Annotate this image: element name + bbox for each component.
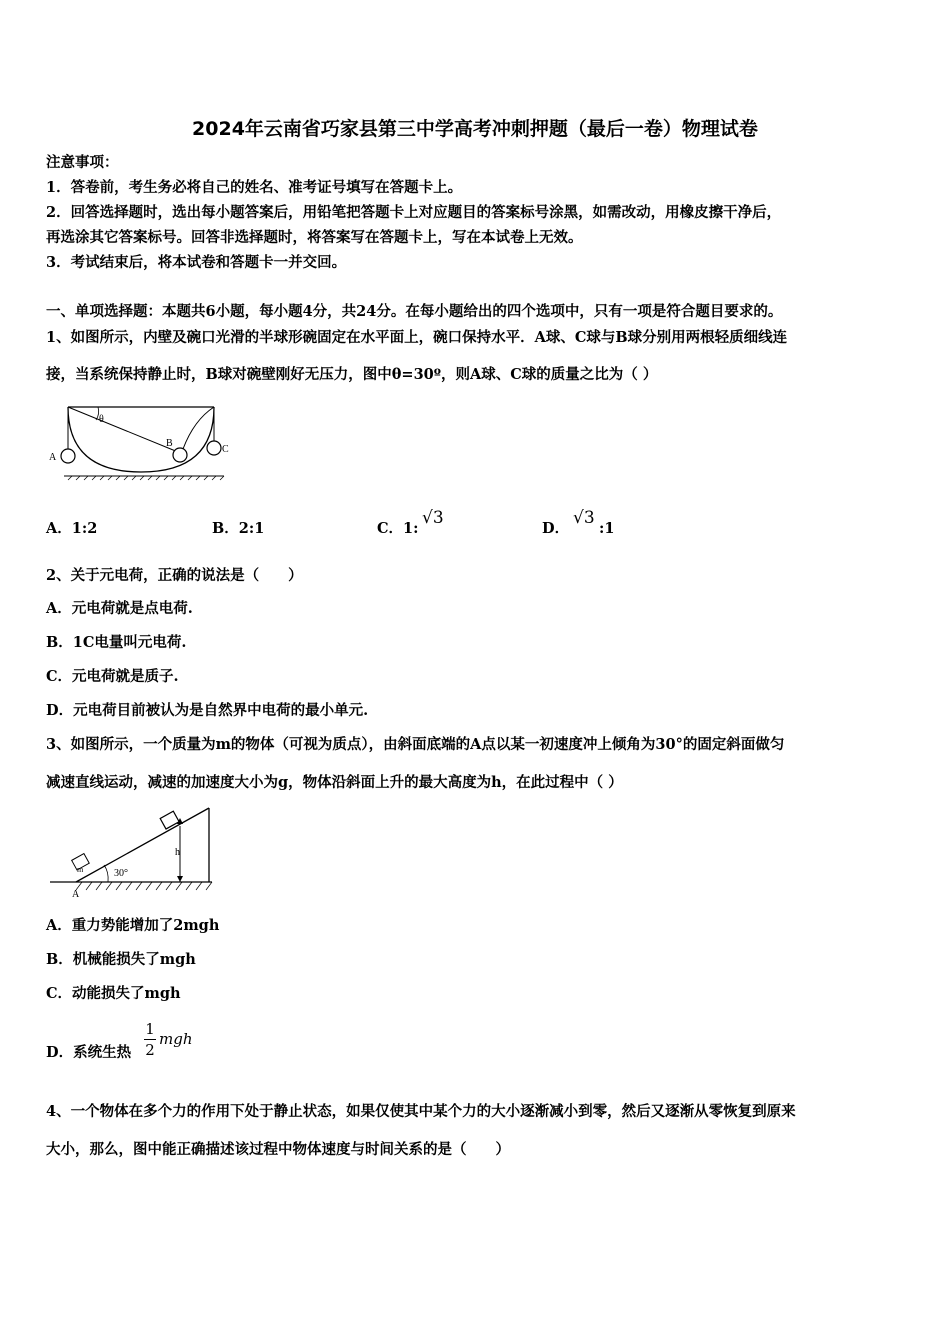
option-d-radical: √3: [573, 508, 595, 528]
label-m: m: [77, 865, 84, 874]
fraction-bar: [144, 1039, 156, 1040]
page-title: 2024年云南省巧家县第三中学高考冲刺押题（最后一卷）物理试卷: [192, 118, 758, 140]
label-angle: 30°: [114, 868, 128, 879]
option-d[interactable]: D．系统生热: [46, 1044, 132, 1061]
notice-heading: 注意事项：: [46, 154, 119, 171]
option-b[interactable]: B．机械能损失了mgh: [46, 951, 196, 968]
option-c[interactable]: C．动能损失了mgh: [46, 985, 181, 1002]
option-c[interactable]: C．元电荷就是质子.: [46, 668, 179, 685]
option-d-expression: mgh: [159, 1030, 193, 1048]
option-d-suffix: :1: [599, 520, 615, 537]
question-stem: 3、如图所示，一个质量为m的物体（可视为质点），由斜面底端的A点以某一初速度冲上倾角为30°的固定斜面做匀: [46, 736, 785, 753]
option-c-radical: √3: [422, 508, 444, 528]
option-c[interactable]: C．1:: [377, 520, 419, 537]
option-d[interactable]: D．元电荷目前被认为是自然界中电荷的最小单元.: [46, 702, 369, 719]
option-a[interactable]: A．重力势能增加了2mgh: [46, 917, 220, 934]
option-b[interactable]: B．2:1: [212, 520, 265, 537]
incline-figure: [46, 802, 216, 902]
ball-a: [61, 449, 75, 463]
notice-item: 1．答卷前，考生务必将自己的姓名、准考证号填写在答题卡上。: [46, 179, 463, 196]
question-stem: 大小，那么，图中能正确描述该过程中物体速度与时间关系的是（ ）: [46, 1141, 510, 1158]
option-a[interactable]: A．1:2: [46, 520, 98, 537]
label-h: h: [175, 847, 180, 858]
ball-c: [207, 441, 221, 455]
bowl-figure: [46, 400, 246, 485]
notice-item: 2．回答选择题时，选出每小题答案后，用铅笔把答题卡上对应题目的答案标号涂黑，如需改动，用橡皮擦干净后，: [46, 204, 782, 221]
label-a: A: [72, 889, 80, 900]
option-d[interactable]: D．: [542, 520, 570, 537]
ball-b: [173, 448, 187, 462]
label-b: B: [166, 438, 173, 449]
option-a[interactable]: A．元电荷就是点电荷.: [46, 600, 193, 617]
question-stem: 1、如图所示，内壁及碗口光滑的半球形碗固定在水平面上，碗口保持水平．A球、C球与B球分别用两根轻质细线连: [46, 329, 788, 346]
question-stem: 减速直线运动，减速的加速度大小为g，物体沿斜面上升的最大高度为h，在此过程中（ ）: [46, 774, 623, 791]
label-theta: θ: [99, 414, 104, 425]
question-stem: 4、一个物体在多个力的作用下处于静止状态，如果仅使其中某个力的大小逐渐减小到零，然后又逐渐从零恢复到原来: [46, 1103, 796, 1120]
section-heading: 一、单项选择题：本题共6小题，每小题4分，共24分。在每小题给出的四个选项中，只有一项是符合题目要求的。: [46, 303, 783, 320]
notice-item: 3．考试结束后，将本试卷和答题卡一并交回。: [46, 254, 347, 271]
question-stem: 2、关于元电荷，正确的说法是（ ）: [46, 567, 303, 584]
option-b[interactable]: B．1C电量叫元电荷.: [46, 634, 187, 651]
label-c: C: [222, 444, 229, 455]
fraction-numerator: 1: [145, 1020, 155, 1038]
label-a: A: [49, 452, 57, 463]
fraction-denominator: 2: [145, 1041, 155, 1059]
question-stem: 接，当系统保持静止时，B球对碗壁刚好无压力，图中θ=30º，则A球、C球的质量之比为（ ）: [46, 366, 658, 383]
notice-item: 再选涂其它答案标号。回答非选择题时，将答案写在答题卡上，写在本试卷上无效。: [46, 229, 583, 246]
